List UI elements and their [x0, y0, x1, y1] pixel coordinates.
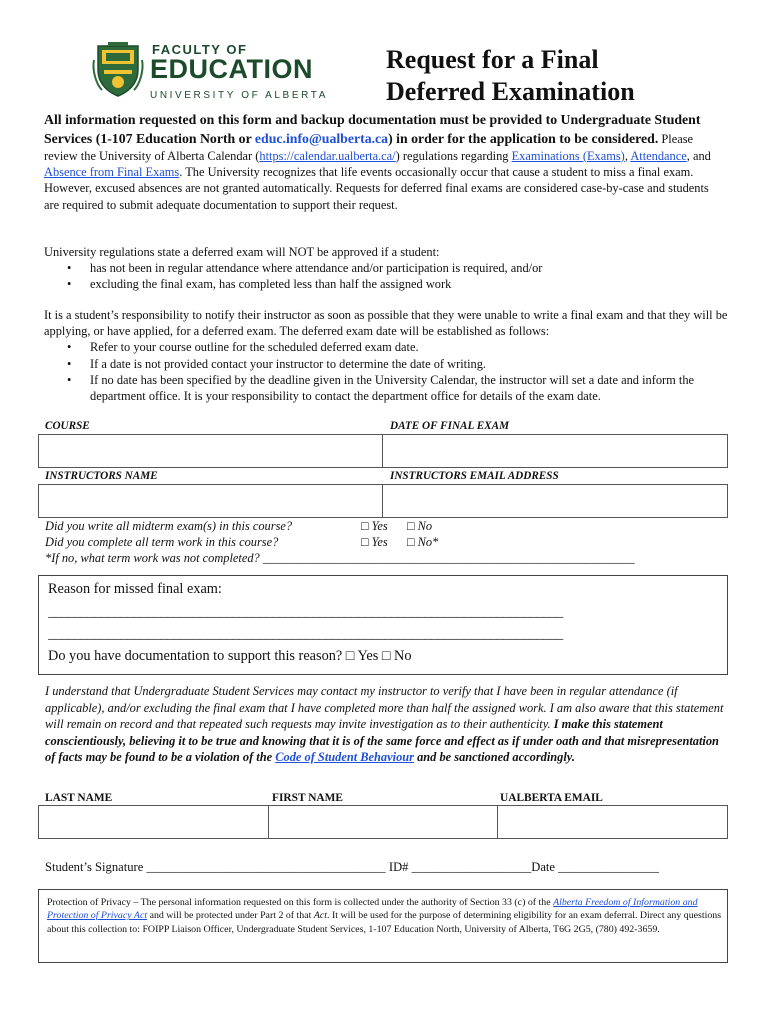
term-work-yes-checkbox[interactable]: □ Yes: [361, 535, 388, 549]
calendar-link[interactable]: https://calendar.ualberta.ca/: [259, 149, 396, 163]
attendance-link[interactable]: Attendance: [630, 149, 687, 163]
privacy-text-3: . It will be used for the purpose of determining eligibility for an exam deferral. Direct any questions about this collection to: FOIPP Liaison Officer, Undergraduate Student Services, 1-107 Education North, University of Alberta, T6G 2G5, (780) 492-3659.: [47, 910, 722, 935]
statement-bold-1: I make this statement conscientiously, believing it to be true and knowing that it is of the same force and effect as if under oath and that misrepresentation of facts may be found to be a violation of the: [45, 717, 719, 764]
intro-lead-2: ) in order for the application to be considered.: [388, 131, 659, 146]
instructor-name-input[interactable]: [38, 484, 383, 518]
signature-line[interactable]: Student’s Signature ______________________________________ ID# ___________________Date ________________: [45, 860, 659, 874]
regulation-item: • excluding the final exam, has completed less than half the assigned work: [44, 276, 724, 292]
intro-text-4: , and: [686, 149, 711, 163]
incomplete-work-field[interactable]: *If no, what term work was not completed? ____________________________________________________________: [45, 551, 635, 565]
responsibility-item: • If a date is not provided contact your instructor to determine the date of writing.: [44, 356, 728, 372]
intro-email-link[interactable]: educ.info@ualberta.ca: [254, 131, 389, 146]
intro-text-3: ,: [624, 149, 631, 163]
regulation-item: • has not been in regular attendance where attendance and/or participation is required, and/or: [44, 260, 724, 276]
statement-text: I understand that Undergraduate Student Services may contact my instructor to verify that I have been in regular attendance (if applicable), and/or excluding the final exam that I have completed more than half the assigned work. I am also aware that this statement will remain on record and that repeated such requests may invite investigation as to their authenticity.: [45, 684, 724, 731]
document-title: [386, 44, 635, 108]
responsibility-list: [44, 339, 728, 404]
intro-paragraph: [44, 110, 724, 213]
regulations-list: [44, 260, 724, 292]
instructor-email-input[interactable]: [382, 484, 728, 518]
last-name-label: LAST NAME: [45, 792, 113, 804]
regulations-intro: University regulations state a deferred exam will NOT be approved if a student:: [44, 245, 440, 259]
intro-text-5: . The University recognizes that life events occasionally occur that cause a student to miss a final exam. However, excused absences are not granted automatically. Requests for deferred final exams are considered case-by-case and students are required to submit adequate documentation to support their request.: [44, 165, 709, 212]
ualberta-email-label: UALBERTA EMAIL: [500, 792, 603, 804]
reason-title: Reason for missed final exam:: [48, 581, 222, 597]
university-crest-icon: [92, 40, 144, 98]
instructor-name-label: INSTRUCTORS NAME: [45, 470, 158, 482]
privacy-text-2: and will be protected under Part 2 of that: [147, 910, 314, 922]
course-input[interactable]: [38, 434, 383, 468]
responsibility-section: [44, 307, 728, 404]
responsibility-item: • If no date has been specified by the deadline given in the University Calendar, the instructor will set a date and inform the department office. It is your responsibility to contact the department office for details of the exam date.: [44, 372, 728, 404]
midterm-yes-checkbox[interactable]: □ Yes: [361, 519, 388, 533]
exam-date-label: DATE OF FINAL EXAM: [390, 420, 510, 432]
term-work-question: Did you complete all term work in this course?: [45, 535, 279, 549]
privacy-notice: [47, 896, 723, 936]
midterm-question: Did you write all midterm exam(s) in this course?: [45, 519, 293, 533]
title-line-2: Deferred Examination: [386, 77, 635, 106]
last-name-input[interactable]: [38, 805, 269, 839]
logo-faculty-of: FACULTY OF: [152, 42, 248, 57]
intro-text-2: ) regulations regarding: [395, 149, 512, 163]
foip-act-link[interactable]: Alberta Freedom of Information and Protection of Privacy Act: [47, 897, 698, 922]
logo-education: EDUCATION: [150, 54, 313, 84]
absence-link[interactable]: Absence from Final Exams: [44, 165, 180, 180]
examinations-link[interactable]: Examinations (Exams): [511, 149, 625, 163]
statement-bold-2: and be sanctioned accordingly.: [413, 750, 575, 764]
responsibility-item: • Refer to your course outline for the scheduled deferred exam date.: [44, 339, 728, 355]
course-label: COURSE: [45, 420, 90, 432]
privacy-text-1: Protection of Privacy – The personal information requested on this form is collected under the authority of Section 33 (c) of the: [47, 897, 554, 908]
term-work-no-checkbox[interactable]: □ No*: [407, 535, 439, 549]
faculty-logo: [92, 40, 342, 110]
ualberta-email-input[interactable]: [497, 805, 728, 839]
exam-date-input[interactable]: [382, 434, 728, 468]
privacy-act: Act: [313, 910, 327, 922]
logo-university: UNIVERSITY OF ALBERTA: [150, 90, 328, 101]
reason-line-1[interactable]: ______________________________________________________________________________: [48, 605, 563, 620]
reason-line-2[interactable]: ______________________________________________________________________________: [48, 627, 563, 642]
statement-paragraph: [45, 683, 725, 766]
title-line-1: Request for a Final: [386, 45, 599, 74]
midterm-no-checkbox[interactable]: □ No: [407, 519, 433, 533]
intro-text-1: Please review the University of Alberta Calendar (: [44, 132, 694, 163]
instructor-email-label: INSTRUCTORS EMAIL ADDRESS: [390, 470, 559, 482]
responsibility-intro: It is a student’s responsibility to notify their instructor as soon as possible that they were unable to write a final exam and that they will be applying, or have applied, for a deferred exam. The deferred exam date will be established as follows:: [44, 308, 728, 339]
regulations-section: [44, 244, 724, 293]
first-name-input[interactable]: [268, 805, 498, 839]
intro-lead-1: All information requested on this form and backup documentation must be provided to Undergraduate Student Services (1-107 Education North or: [44, 112, 701, 146]
code-of-behaviour-link[interactable]: Code of Student Behaviour: [275, 750, 414, 764]
first-name-label: FIRST NAME: [272, 792, 343, 804]
documentation-question[interactable]: Do you have documentation to support this reason? □ Yes □ No: [48, 648, 412, 664]
